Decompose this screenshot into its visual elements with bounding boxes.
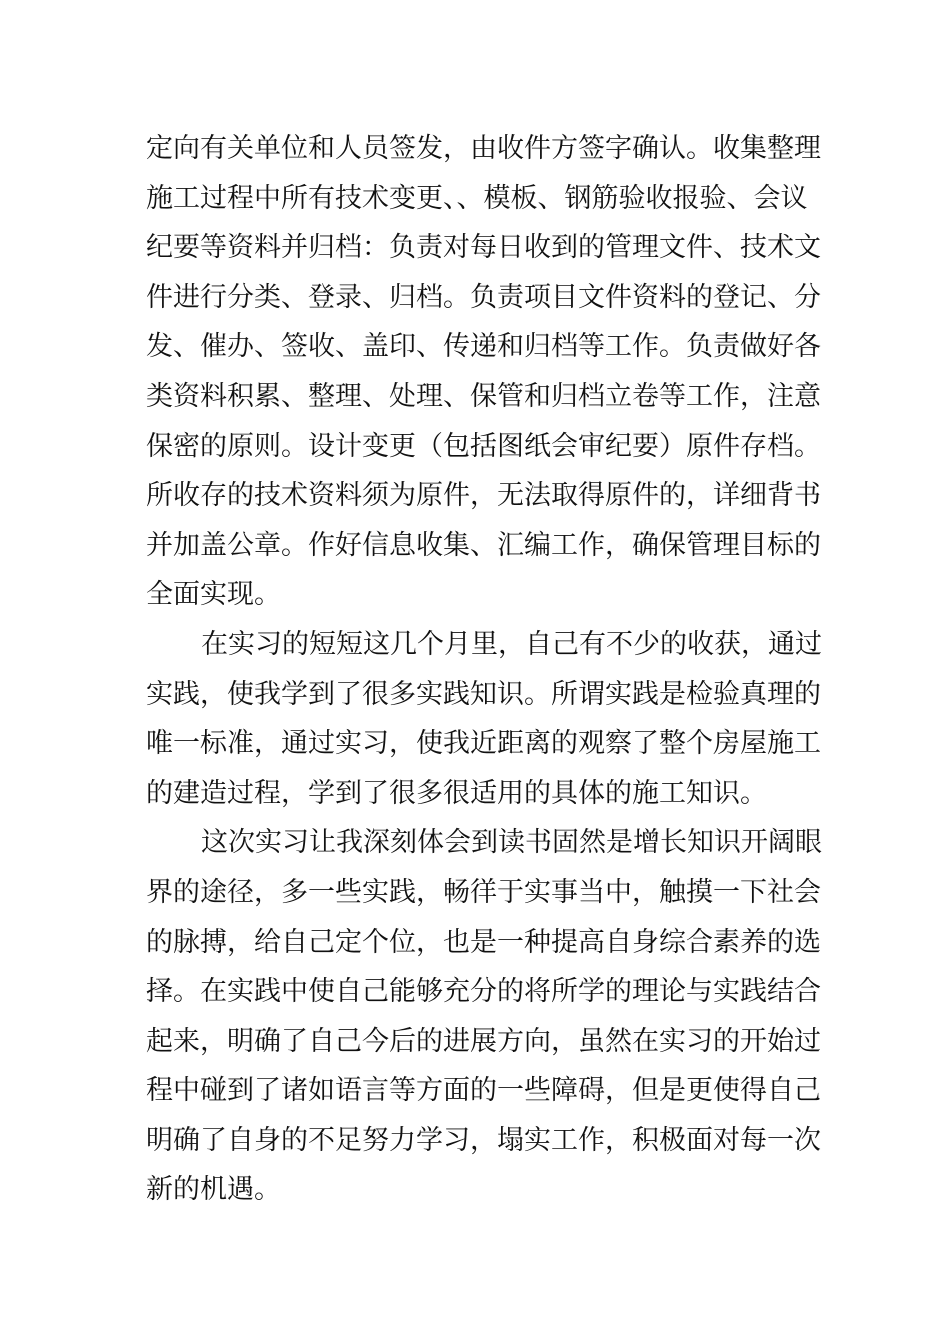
text-line: 的脉搏，给自己定个位，也是一种提高自身综合素养的选: [146, 926, 821, 958]
text-line: 发、催办、签收、盖印、传递和归档等工作。负责做好各: [146, 331, 821, 363]
text-line: 界的途径，多一些实践，畅徉于实事当中，触摸一下社会: [146, 876, 821, 908]
text-line: 这次实习让我深刻体会到读书固然是增长知识开阔眼: [201, 827, 822, 859]
text-line: 明确了自身的不足努力学习，塌实工作，积极面对每一次: [146, 1124, 821, 1156]
text-line: 并加盖公章。作好信息收集、汇编工作，确保管理目标的: [146, 529, 821, 561]
text-line: 的建造过程，学到了很多很适用的具体的施工知识。: [146, 777, 767, 809]
text-line: 保密的原则。设计变更（包括图纸会审纪要）原件存档。: [146, 430, 821, 462]
text-line: 唯一标准，通过实习，使我近距离的观察了整个房屋施工: [146, 728, 821, 760]
paragraph-1: [146, 124, 821, 620]
paragraph-2: [146, 620, 822, 818]
text-line: 纪要等资料并归档：负责对每日收到的管理文件、技术文: [146, 232, 821, 264]
text-line: 全面实现。: [146, 579, 281, 611]
text-line: 在实习的短短这几个月里，自己有不少的收获，通过: [201, 628, 822, 660]
text-line: 择。在实践中使自己能够充分的将所学的理论与实践结合: [146, 976, 821, 1008]
text-line: 类资料积累、整理、处理、保管和归档立卷等工作，注意: [146, 380, 821, 412]
text-line: 件进行分类、登录、归档。负责项目文件资料的登记、分: [146, 281, 821, 313]
paragraph-3: [146, 818, 822, 1215]
text-line: 新的机遇。: [146, 1174, 281, 1206]
text-line: 实践，使我学到了很多实践知识。所谓实践是检验真理的: [146, 678, 821, 710]
text-line: 起来，明确了自己今后的进展方向，虽然在实习的开始过: [146, 1025, 821, 1057]
text-line: 施工过程中所有技术变更、、模板、钢筋验收报验、会议: [146, 182, 808, 214]
text-line: 定向有关单位和人员签发，由收件方签字确认。收集整理: [146, 133, 821, 164]
text-line: 程中碰到了诸如语言等方面的一些障碍，但是更使得自己: [146, 1075, 821, 1107]
document-body: [146, 124, 822, 1215]
text-line: 所收存的技术资料须为原件，无法取得原件的，详细背书: [146, 480, 821, 512]
